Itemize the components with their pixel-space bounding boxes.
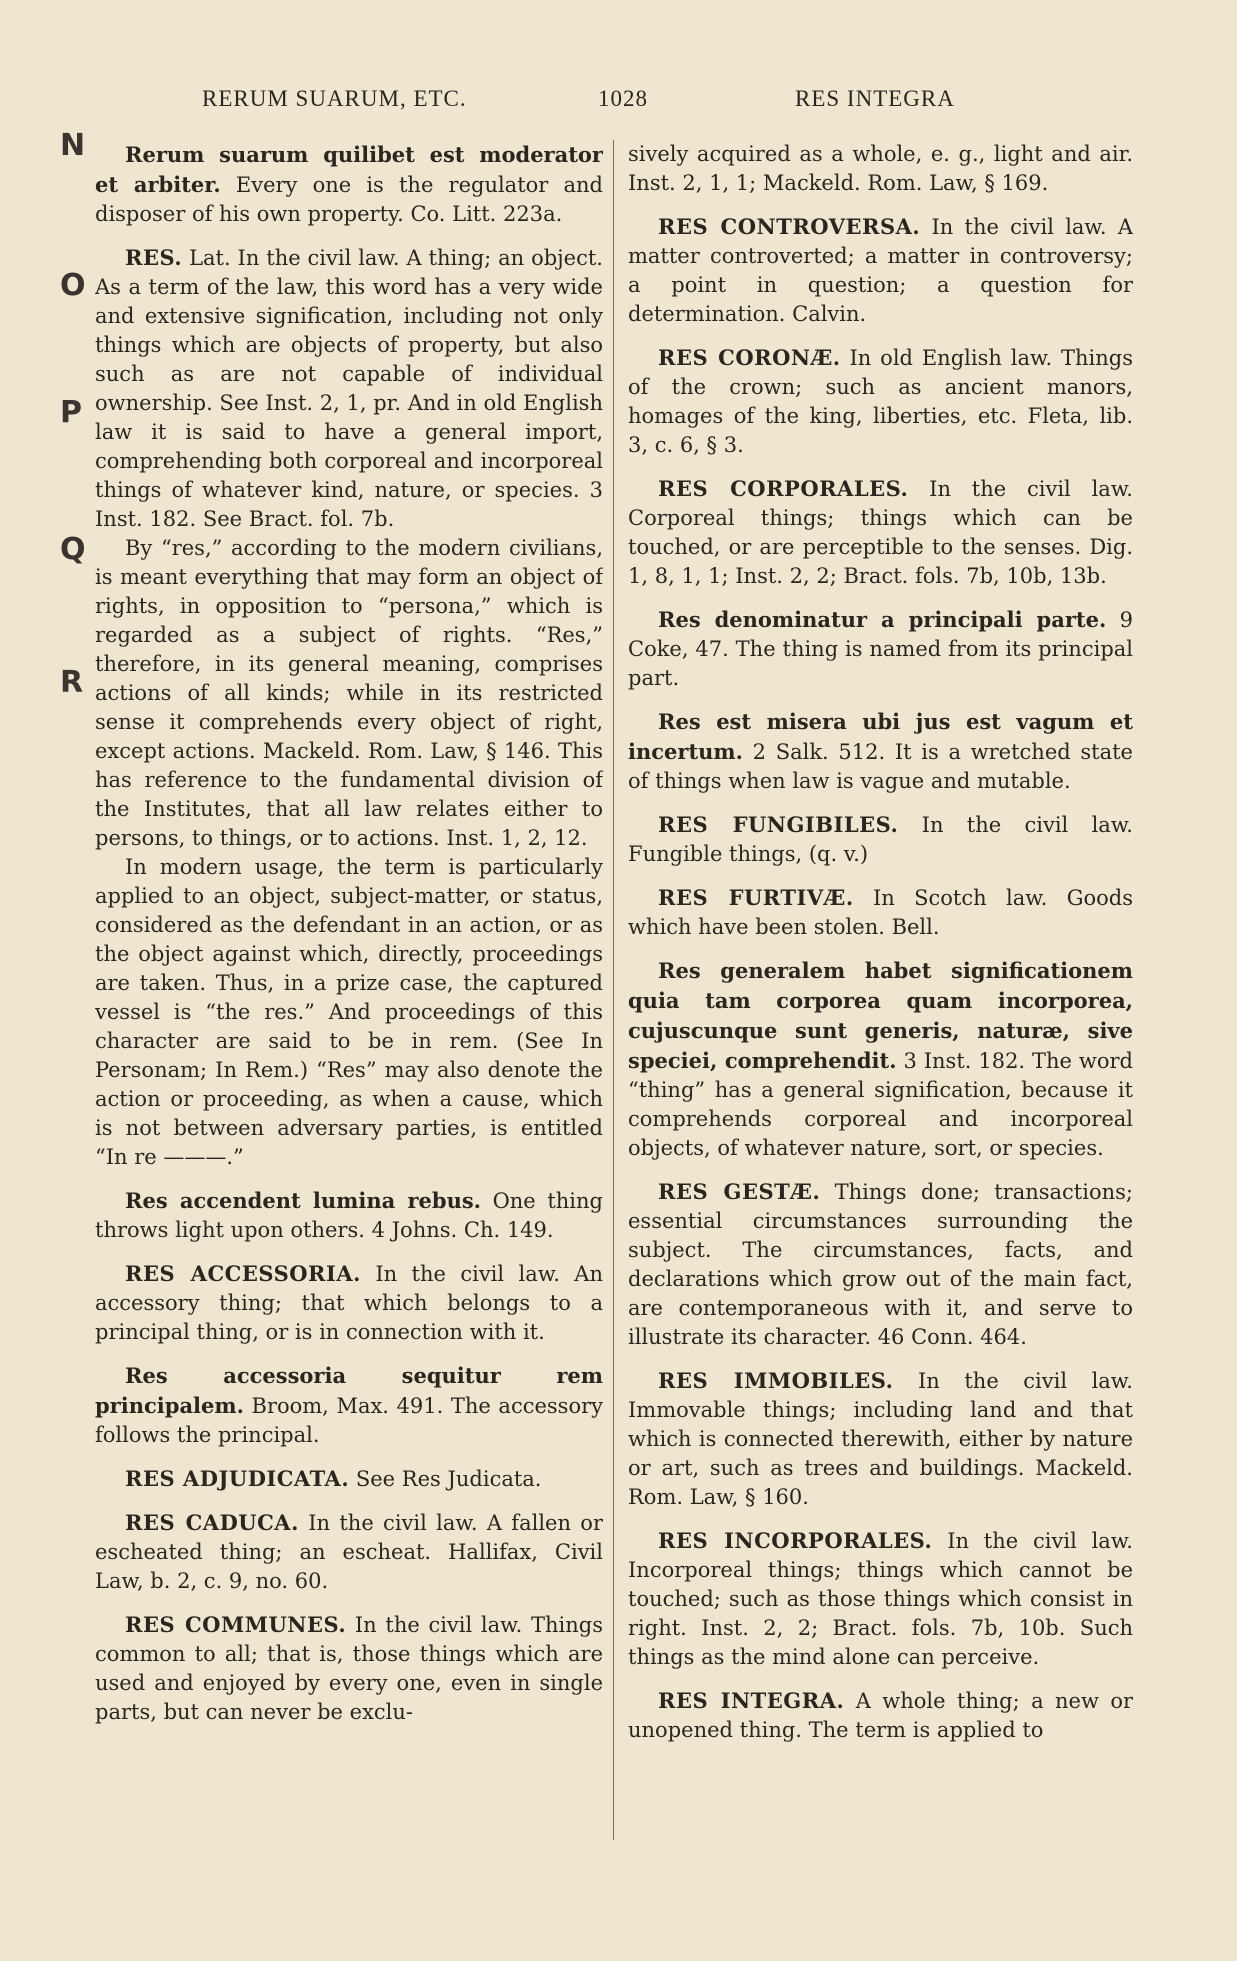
dictionary-entry	[95, 1361, 603, 1450]
entry-text: 3 Inst. 182. The word “thing” has a general signification, because it comprehends corporeal and incorporeal objects, of whatever nature, sort, or species.	[628, 1049, 1133, 1160]
header-left-guide-word: RERUM SUARUM, ETC.	[202, 86, 467, 111]
dictionary-entry	[628, 1526, 1133, 1672]
entry-headword: RES FUNGIBILES.	[658, 812, 899, 837]
dictionary-entry	[628, 605, 1133, 693]
entry-text: In the civil law. An accessory thing; that which belongs to a principal thing, or is in connection with it.	[95, 1262, 603, 1344]
thumb-index-letter: N	[60, 128, 86, 163]
entry-text: In the civil law. A matter controverted; a matter in controversy; a point in question; a question for determination. Calvin.	[628, 215, 1133, 326]
dictionary-entry	[628, 343, 1133, 460]
entry-text: In the civil law. Corporeal things; things which can be touched, or are perceptible to the senses. Dig. 1, 8, 1, 1; Inst. 2, 2; Bract. fols. 7b, 10b, 13b.	[628, 477, 1133, 588]
dictionary-entry	[95, 140, 603, 229]
dictionary-entry	[628, 883, 1133, 942]
entry-headword: RES CORPORALES.	[658, 476, 909, 501]
entry-text: One thing throws light upon others. 4 Johns. Ch. 149.	[95, 1189, 603, 1242]
entry-text: sively acquired as a whole, e. g., light and air. Inst. 2, 1, 1; Mackeld. Rom. Law, § 169.	[628, 142, 1133, 195]
entry-text: In Scotch law. Goods which have been stolen. Bell.	[628, 886, 1133, 939]
entry-headword: Res est misera ubi jus est vagum et incertum.	[628, 709, 1133, 764]
dictionary-entry	[628, 212, 1133, 329]
entry-text: A whole thing; a new or unopened thing. The term is applied to	[628, 1689, 1133, 1742]
dictionary-entry	[95, 1259, 603, 1347]
dictionary-entry	[95, 1508, 603, 1596]
right-column	[628, 140, 1133, 1850]
thumb-index-letter: O	[60, 268, 86, 303]
entry-headword: Res accessoria sequitur rem principalem.	[95, 1363, 603, 1418]
entry-text: See Res Judicata.	[355, 1467, 542, 1491]
left-column	[95, 140, 603, 1850]
entry-text: In the civil law. Incorporeal things; things which cannot be touched; such as those things which consist in right. Inst. 2, 2; Bract. fols. 7b, 10b. Such things as the mind alone can perceive.	[628, 1529, 1133, 1669]
entry-headword: RES GESTÆ.	[658, 1179, 821, 1204]
column-divider	[613, 140, 614, 1840]
entry-text: In the civil law. A fallen or escheated thing; an escheat. Hallifax, Civil Law, b. 2, c. 9, no. 60.	[95, 1511, 603, 1593]
entry-text: In the civil law. Fungible things, (q. v.)	[628, 813, 1133, 866]
entry-text: In the civil law. Things common to all; that is, those things which are used and enjoyed by every one, even in single parts, but can never be exclu-	[95, 1613, 603, 1724]
entry-headword: RES CORONÆ.	[658, 345, 841, 370]
entry-headword: RES IMMOBILES.	[658, 1368, 894, 1393]
entry-headword: RES FURTIVÆ.	[658, 885, 854, 910]
dictionary-entry	[95, 1610, 603, 1727]
dictionary-entry	[628, 956, 1133, 1163]
entry-headword: RES INTEGRA.	[658, 1688, 845, 1713]
entry-text: 2 Salk. 512. It is a wretched state of things when law is vague and mutable.	[628, 740, 1133, 793]
running-header	[0, 86, 1237, 122]
thumb-index-letter: Q	[60, 532, 86, 567]
entry-headword: Res generalem habet significationem quia tam corporea quam incorporea, cujuscunque sunt generis, naturæ, sive speciei, comprehendit.	[628, 958, 1133, 1073]
entry-paragraph: In modern usage, the term is particularly applied to an object, subject-matter, or status, considered as the defendant in an action, or as the object against which, directly, proceedings are taken. Thus, in a prize case, the captured vessel is “the res.” And proceedings of this character are said to be in rem. (See In Personam; In Rem.) “Res” may also denote the action or proceeding, as when a cause, which is not between adversary parties, is entitled “In re ———.”	[95, 855, 603, 1169]
page-number: 1028	[598, 86, 648, 111]
entry-headword: RES ACCESSORIA.	[125, 1261, 361, 1286]
entry-headword: RES INCORPORALES.	[658, 1528, 933, 1553]
thumb-index-letter: R	[60, 665, 84, 700]
dictionary-entry	[628, 1177, 1133, 1352]
dictionary-entry-continued	[628, 140, 1133, 198]
entry-text: Lat. In the civil law. A thing; an object. As a term of the law, this word has a very wide and extensive signification, including not only things which are objects of property, but also such as are not capable of individual ownership. See Inst. 2, 1, pr. And in old English law it is said to have a general import, comprehending both corporeal and incorporeal things of whatever kind, nature, or species. 3 Inst. 182. See Bract. fol. 7b.	[95, 246, 603, 531]
entry-text: In the civil law. Immovable things; including land and that which is connected therewith, either by nature or art, such as trees and buildings. Mackeld. Rom. Law, § 160.	[628, 1369, 1133, 1509]
entry-headword: RES COMMUNES.	[125, 1612, 347, 1637]
entry-headword: Rerum suarum quilibet est moderator et arbiter.	[95, 142, 603, 197]
header-right-guide-word: RES INTEGRA	[795, 86, 955, 111]
dictionary-entry	[95, 1464, 603, 1494]
entry-headword: RES.	[125, 245, 183, 270]
entry-text: Things done; transactions; essential circumstances surrounding the subject. The circumstances, facts, and declarations which grow out of the main fact, are contemporaneous with it, and serve to illustrate its character. 46 Conn. 464.	[628, 1180, 1133, 1349]
dictionary-entry	[628, 1366, 1133, 1512]
entry-text: Broom, Max. 491. The accessory follows the principal.	[95, 1394, 603, 1447]
entry-headword: Res denominatur a principali parte.	[658, 607, 1107, 632]
entry-paragraph: By “res,” according to the modern civilians, is meant everything that may form an object of rights, in opposition to “persona,” which is regarded as a subject of rights. “Res,” therefore, in its general meaning, comprises actions of all kinds; while in its restricted sense it comprehends every object of right, except actions. Mackeld. Rom. Law, § 146. This has reference to the fundamental division of the Institutes, that all law relates either to persons, to things, or to actions. Inst. 1, 2, 12.	[95, 536, 603, 850]
dictionary-entry	[628, 1686, 1133, 1745]
entry-headword: RES ADJUDICATA.	[125, 1466, 350, 1491]
dictionary-entry	[628, 707, 1133, 796]
dictionary-entry	[628, 474, 1133, 591]
entry-headword: Res accendent lumina rebus.	[125, 1188, 481, 1213]
entry-text: 9 Coke, 47. The thing is named from its principal part.	[628, 608, 1133, 690]
entry-text: In old English law. Things of the crown; such as ancient manors, homages of the king, liberties, etc. Fleta, lib. 3, c. 6, § 3.	[628, 346, 1133, 457]
entry-headword: RES CONTROVERSA.	[658, 214, 921, 239]
entry-headword: RES CADUCA.	[125, 1510, 299, 1535]
dictionary-entry	[95, 243, 603, 1172]
entry-text: Every one is the regulator and disposer of his own property. Co. Litt. 223a.	[95, 173, 603, 226]
thumb-index-letter: P	[60, 395, 82, 430]
dictionary-entry	[95, 1186, 603, 1245]
dictionary-entry	[628, 810, 1133, 869]
